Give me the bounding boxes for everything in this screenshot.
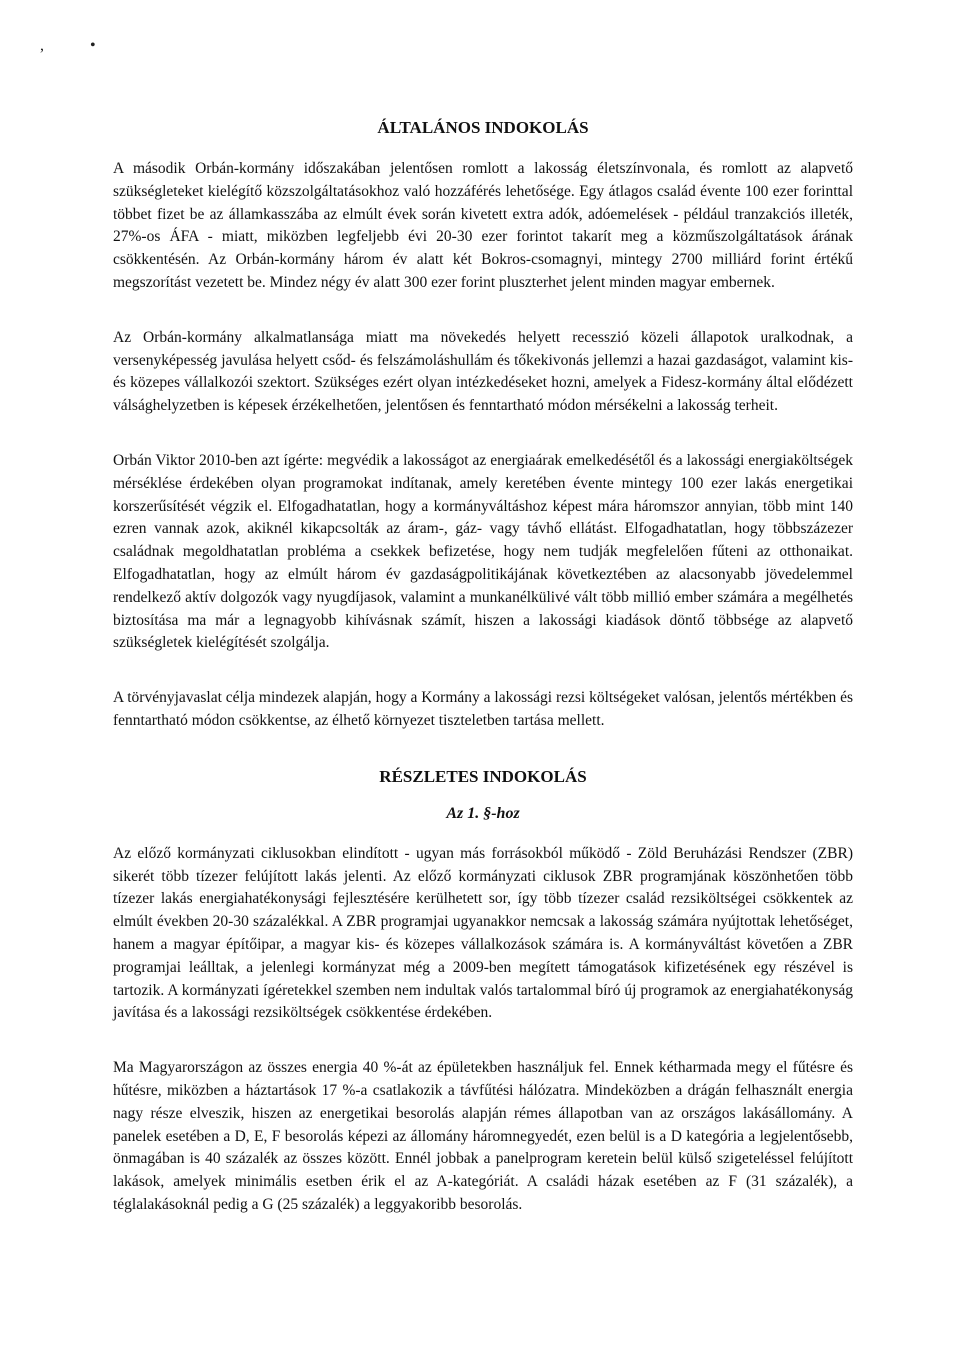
scan-dot-mark: •: [90, 37, 96, 54]
heading-detailed-justification: RÉSZLETES INDOKOLÁS: [379, 766, 587, 786]
document-body: [113, 116, 853, 1249]
paragraph-general-3: Orbán Viktor 2010-ben azt ígérte: megvédik a lakosságot az energiaárak emelkedésétől és a lakossági energiaköltségek mérséklése érdekében olyan programokat indítanak, amely keretében évente mintegy 100 ezer lakás energetikai korszerűsítését végzik el. Elfogadhatatlan, hogy a kormányváltáshoz képest mára háromszor annyian, több mint 140 ezren vannak azok, akiknél kikapcsolták az áram-, gáz- vagy távhő ellátást. Elfogadhatatlan, hogy többszázezer családnak megoldhatatlan probléma a csekkek befizetése, hogy nem tudják megfelelően fűteni az otthonaikat. Elfogadhatatlan, hogy az elmúlt három év gazdaságpolitikájának következtében az alacsonyabb jövedelemmel rendelkező aktív dolgozók vagy nyugdíjasok, valamint a munkanélkülivé vált több millió ember számára a megélhetés biztosítása ma már a legnagyobb kihívásnak számít, hiszen a lakossági kiadások döntő többsége az alapvető szükségletek kielégítését szolgálja.: [113, 451, 853, 652]
paragraph-general-1: A második Orbán-kormány időszakában jelentősen romlott a lakosság életszínvonala, és romlott az alapvető szükségleteket kielégítő közszolgáltatásokhoz való hozzáférés lehetősége. Egy átlagos család évente 100 ezer forinttal többet fizet be az államkasszába az elmúlt évek során kivetett extra adók, adóemelések - például tranzakciós illeték, 27%-os ÁFA - miatt, miközben legfeljebb évi 20-30 ezer forintot takarít meg a közműszolgáltatások árának csökkentésén. Az Orbán-kormány három év alatt két Bokros-csomagnyi, mintegy 2700 milliárd forint értékű megszorítást vezetett be. Mindez négy év alatt 300 ezer forint pluszterhet jelent minden magyar embernek.: [113, 160, 853, 291]
paragraph-general-2: Az Orbán-kormány alkalmatlansága miatt ma növekedés helyett recesszió közeli állapotok uralkodnak, a versenyképesség javulása helyett csőd- és felszámoláshullám és tőkekivonás jellemzi a hazai gazdaságot, valamint kis- és közepes vállalkozói szektort. Szükséges ezért olyan intézkedéseket hozni, amelyek a Fidesz-kormány által elődézett válsághelyzetben is képesek érzékelhetően, jelentősen és fenntartható módon mérsékelni a lakosság terheit.: [113, 328, 853, 415]
paragraph-general-4: A törvényjavaslat célja mindezek alapján, hogy a Kormány a lakossági rezsi költségeket valósan, jelentős mértékben és fenntartható módon csökkentse, az élhető környezet tiszteletben tartása mellett.: [113, 689, 853, 729]
scan-mark: ,: [40, 37, 44, 54]
paragraph-detailed-2: Ma Magyarországon az összes energia 40 %-át az épületekben használjuk fel. Ennek kétharmada megy el fűtésre és hűtésre, miközben a háztartások 17 %-a csatlakozik a távfűtési hálózatra. Mindeközben a drágán felhasznált energia nagy része elveszik, hiszen az energetikai besorolás alapján rémes állapotban van az országos lakásállomány. A panelek esetében a D, E, F besorolás képezi az állomány háromnegyedét, ezen belül is a D kategória a legjelentősebb, önmagában is 40 százalék az összes között. Ennél jobbak a panelprogram keretein belül külső szigeteléssel felújított lakások, amelyek minimális esetben érik el az A-kategóriát. A családi házak esetében az F (31 százalék), a téglalakásoknál pedig a G (25 százalék) a leggyakoribb besorolás.: [113, 1059, 853, 1213]
paragraph-detailed-1: Az előző kormányzati ciklusokban elindított - ugyan más forrásokból működő - Zöld Beruházási Rendszer (ZBR) sikerét több tízezer felújított lakás jelenti. Az előző kormányzati ciklusok ZBR programjának köszönhetően több tízezer lakás energiahatékonysági fejlesztésére kerülhetett sor, így több tízezer család rezsiköltségei csökkentek az elmúlt években 20-30 százalékkal. A ZBR programjai ugyanakkor nemcsak a lakosság számára nyújtottak lehetőséget, hanem a magyar építőipar, a magyar kis- és közepes vállalkozások számára is. A kormányváltást követően a ZBR programjai leálltak, a jelenlegi kormányzat még a 2009-ben megített támogatások kifizetésének egy részével is tartozik. A kormányzati ígéretekkel szemben nem indultak valós tartalommal bíró új programok az energiahatékonyság javítása és a lakossági rezsiköltségek csökkentése érdekében.: [113, 844, 853, 1022]
subheading-section-1: Az 1. §-hoz: [446, 804, 520, 822]
heading-general-justification: ÁLTALÁNOS INDOKOLÁS: [377, 118, 589, 137]
